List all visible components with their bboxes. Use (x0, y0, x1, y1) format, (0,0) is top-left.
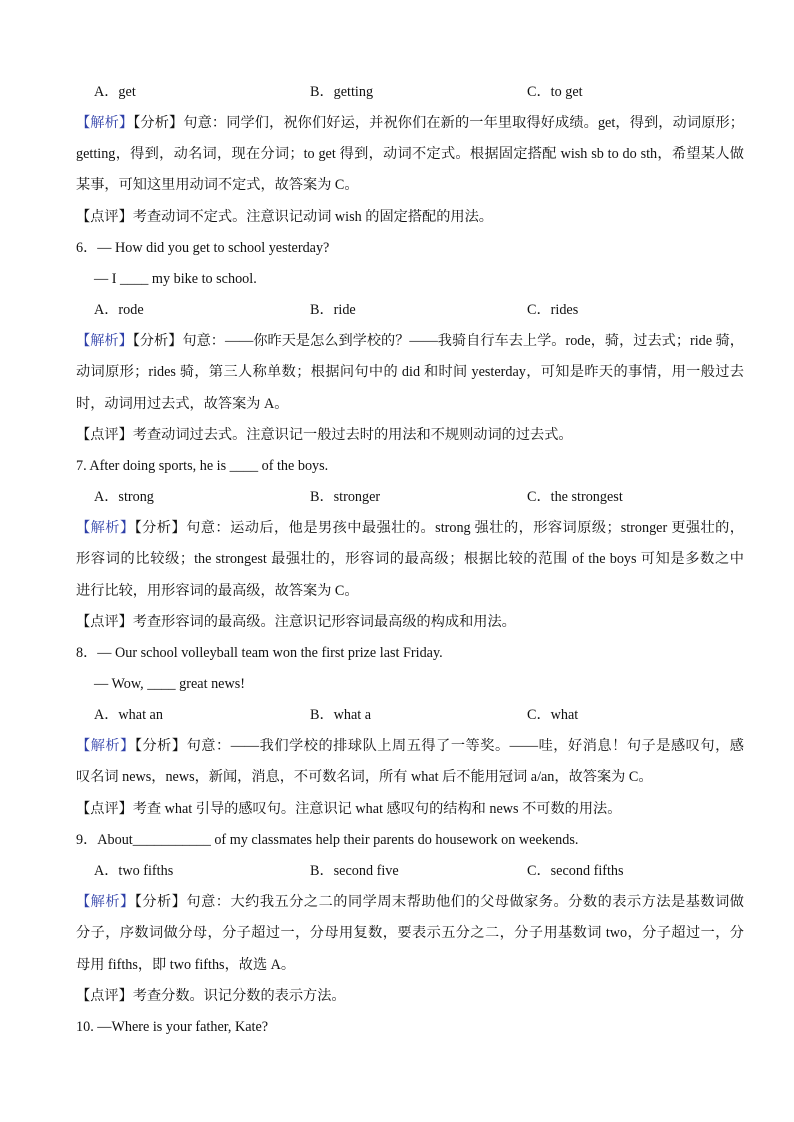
option-b: B．second five (310, 863, 399, 879)
option-b: B．ride (310, 302, 356, 318)
jiexi-tag: 【解析】 (76, 333, 133, 349)
option-c: C．what (527, 707, 579, 723)
analysis-line: 【解析】【分析】句意：大约我五分之二的同学周末帮助他们的父母做家务。分数的表示方法是基数词做 (76, 894, 744, 910)
comment-line: 【点评】考查分数。识记分数的表示方法。 (76, 988, 346, 1004)
option-b: B．what a (310, 707, 372, 723)
analysis-line: 叹名词 news，news，新闻，消息，不可数名词，所有 what 后不能用冠词 a/an，故答案为 C。 (76, 769, 653, 785)
analysis-line: 分子，序数词做分母，分子超过一，分母用复数，要表示五分之二，分子用基数词 two，分子超过一，分 (76, 925, 744, 941)
option-b: B．stronger (310, 489, 381, 505)
analysis-line: 动词原形；rides 骑，第三人称单数；根据问句中的 did 和时间 yesterday，可知是昨天的事情，用一般过去 (76, 364, 744, 380)
comment-line: 【点评】考查 what 引导的感叹句。注意识记 what 感叹句的结构和 news 不可数的用法。 (76, 801, 622, 817)
option-a: A．what an (94, 707, 163, 723)
analysis-line: 【解析】【分析】句意：——你昨天是怎么到学校的？——我骑自行车去上学。rode，骑，过去式；ride 骑， (76, 333, 744, 349)
analysis-line: 母用 fifths，即 two fifths，故选 A。 (76, 957, 296, 973)
analysis-line: getting，得到，动名词，现在分词；to get 得到，动词不定式。根据固定搭配 wish sb to do sth，希望某人做 (76, 146, 744, 162)
option-a: A．strong (94, 489, 154, 505)
question-stem: 6．— How did you get to school yesterday? (76, 240, 330, 256)
analysis-line: 形容词的比较级；the strongest 最强壮的，形容词的最高级；根据比较的范围 of the boys 可知是多数之中 (76, 551, 744, 567)
option-a: A．get (94, 84, 136, 100)
jiexi-tag: 【解析】 (76, 115, 134, 131)
option-b: B．getting (310, 84, 374, 100)
comment-line: 【点评】考查动词过去式。注意识记一般过去时的用法和不规则动词的过去式。 (76, 427, 573, 443)
analysis-line: 【解析】【分析】句意：同学们，祝你们好运，并祝你们在新的一年里取得好成绩。get，得到，动词原形； (76, 115, 744, 131)
question-stem: 8．— Our school volleyball team won the first prize last Friday. (76, 645, 443, 661)
option-c: C．second fifths (527, 863, 624, 879)
question-stem-reply: — Wow, ____ great news! (94, 676, 245, 692)
jiexi-tag: 【解析】 (76, 738, 135, 754)
question-stem: 10. —Where is your father, Kate? (76, 1019, 269, 1035)
option-c: C．the strongest (527, 489, 623, 505)
option-c: C．to get (527, 84, 583, 100)
analysis-line: 【解析】【分析】句意：运动后，他是男孩中最强壮的。strong 强壮的，形容词原级；stronger 更强壮的， (76, 520, 744, 536)
question-stem: 9．About___________ of my classmates help their parents do housework on weekends. (76, 832, 579, 848)
analysis-line: 【解析】【分析】句意：——我们学校的排球队上周五得了一等奖。——哇，好消息！句子是感叹句，感 (76, 738, 744, 754)
analysis-line: 时，动词用过去式，故答案为 A。 (76, 396, 289, 412)
option-c: C．rides (527, 302, 579, 318)
option-a: A．rode (94, 302, 144, 318)
jiexi-tag: 【解析】 (76, 894, 135, 910)
comment-line: 【点评】考查形容词的最高级。注意识记形容词最高级的构成和用法。 (76, 614, 516, 630)
analysis-line: 进行比较，用形容词的最高级，故答案为 C。 (76, 583, 359, 599)
question-stem-reply: — I ____ my bike to school. (94, 271, 257, 287)
option-a: A．two fifths (94, 863, 174, 879)
question-stem: 7. After doing sports, he is ____ of the boys. (76, 458, 329, 474)
jiexi-tag: 【解析】 (76, 520, 135, 536)
analysis-line: 某事，可知这里用动词不定式，故答案为 C。 (76, 177, 359, 193)
comment-line: 【点评】考查动词不定式。注意识记动词 wish 的固定搭配的用法。 (76, 209, 493, 225)
